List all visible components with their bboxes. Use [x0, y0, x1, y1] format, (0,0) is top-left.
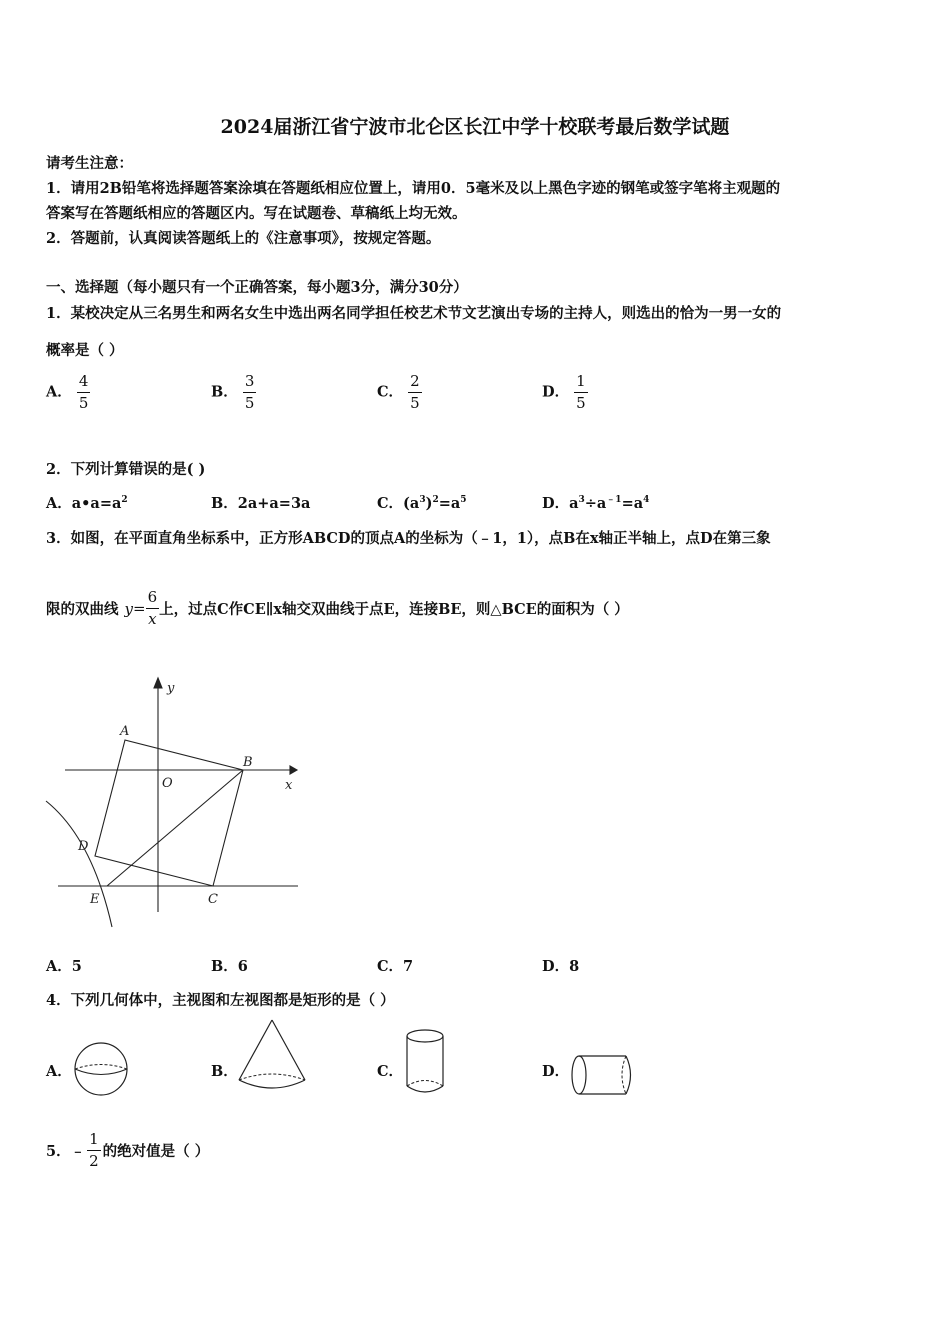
q2-text: 2．下列计算错误的是( )	[46, 461, 206, 478]
label-d: D	[78, 839, 89, 854]
q5-fraction: $\frac{1}{2}$	[89, 1130, 99, 1170]
q4-option-b-label[interactable]: B．	[211, 1063, 238, 1080]
q1-option-a-fraction: $\frac{4}{5}$	[78, 372, 89, 412]
q2-option-c[interactable]: C．$(a^3)^2=a^5$	[377, 495, 467, 512]
upright-cylinder-figure	[402, 1026, 450, 1098]
notice-line-1: 1．请用2B铅笔将选择题答案涂填在答题纸相应位置上，请用0．5毫米及以上黑色字迹的钢笔或签字笔将主观题的	[46, 180, 781, 197]
q4-option-d-label[interactable]: D．	[542, 1063, 570, 1080]
section-heading: 一、选择题（每小题只有一个正确答案，每小题3分，满分30分）	[46, 279, 468, 296]
notice-heading: 请考生注意：	[46, 155, 133, 172]
cone-figure	[234, 1016, 310, 1096]
q4-option-a-label[interactable]: A．	[46, 1063, 72, 1080]
label-x: x	[285, 778, 293, 793]
q1-option-d[interactable]: D． $\frac{1}{5}$	[542, 372, 586, 412]
q3-text-cont: 限的双曲线 y= $\frac{6}{x}$ 上，过点C作CE∥x轴交双曲线于点E，连接BE，则△BCE的面积为（ ）	[46, 588, 629, 628]
q3-option-a[interactable]: A．5	[46, 958, 82, 975]
q1-option-d-fraction: $\frac{1}{5}$	[576, 372, 586, 412]
hyperbola-fraction: $\frac{6}{x}$	[147, 588, 158, 628]
label-b: B	[243, 755, 253, 770]
q2-option-a[interactable]: A．$a•a=a^2$	[46, 495, 128, 512]
q4-text: 4．下列几何体中，主视图和左视图都是矩形的是（ ）	[46, 992, 395, 1009]
hyperbola-y: y	[124, 599, 133, 618]
q1-option-b-fraction: $\frac{3}{5}$	[244, 372, 255, 412]
q3-coordinate-figure	[40, 670, 310, 935]
label-o: O	[162, 776, 173, 791]
q3-option-c[interactable]: C．7	[377, 958, 414, 975]
q1-text-cont: 概率是（ ）	[46, 342, 124, 359]
q1-option-c[interactable]: C． $\frac{2}{5}$	[377, 372, 420, 412]
label-e: E	[90, 892, 100, 907]
y-axis-arrow	[154, 678, 162, 688]
q4-option-c-label[interactable]: C．	[377, 1063, 404, 1080]
notice-line-1b: 答案写在答题纸相应的答题区内。写在试题卷、草稿纸上均无效。	[46, 205, 467, 222]
q1-text: 1．某校决定从三名男生和两名女生中选出两名同学担任校艺术节文艺演出专场的主持人，则选出的恰为一男一女的	[46, 305, 782, 322]
q5-text: 5．﹣ $\frac{1}{2}$ 的绝对值是（ ）	[46, 1130, 210, 1170]
q2-option-d[interactable]: D．$a^3\div a^{﹣1}=a^4$	[542, 495, 650, 512]
sphere-figure	[70, 1038, 134, 1100]
q1-option-b[interactable]: B． $\frac{3}{5}$	[211, 372, 255, 412]
lying-cylinder-figure	[568, 1050, 638, 1100]
x-axis-arrow	[290, 766, 297, 774]
label-a: A	[120, 724, 130, 739]
notice-line-2: 2．答题前，认真阅读答题纸上的《注意事项》，按规定答题。	[46, 230, 441, 247]
hyperbola-branch	[46, 801, 112, 927]
label-y: y	[167, 681, 175, 696]
q3-text: 3．如图，在平面直角坐标系中，正方形ABCD的顶点A的坐标为（﹣1，1），点B在x轴正半轴上，点D在第三象	[46, 530, 771, 547]
page-title: 2024届浙江省宁波市北仑区长江中学十校联考最后数学试题	[220, 116, 730, 138]
q1-option-c-fraction: $\frac{2}{5}$	[410, 372, 420, 412]
q3-option-b[interactable]: B．6	[211, 958, 248, 975]
q1-option-a[interactable]: A． $\frac{4}{5}$	[46, 372, 89, 412]
q3-option-d[interactable]: D．8	[542, 958, 580, 975]
square-abcd	[95, 740, 243, 886]
segment-be	[107, 770, 243, 886]
q2-option-b[interactable]: B．2a+a=3a	[211, 495, 311, 512]
label-c: C	[208, 892, 218, 907]
